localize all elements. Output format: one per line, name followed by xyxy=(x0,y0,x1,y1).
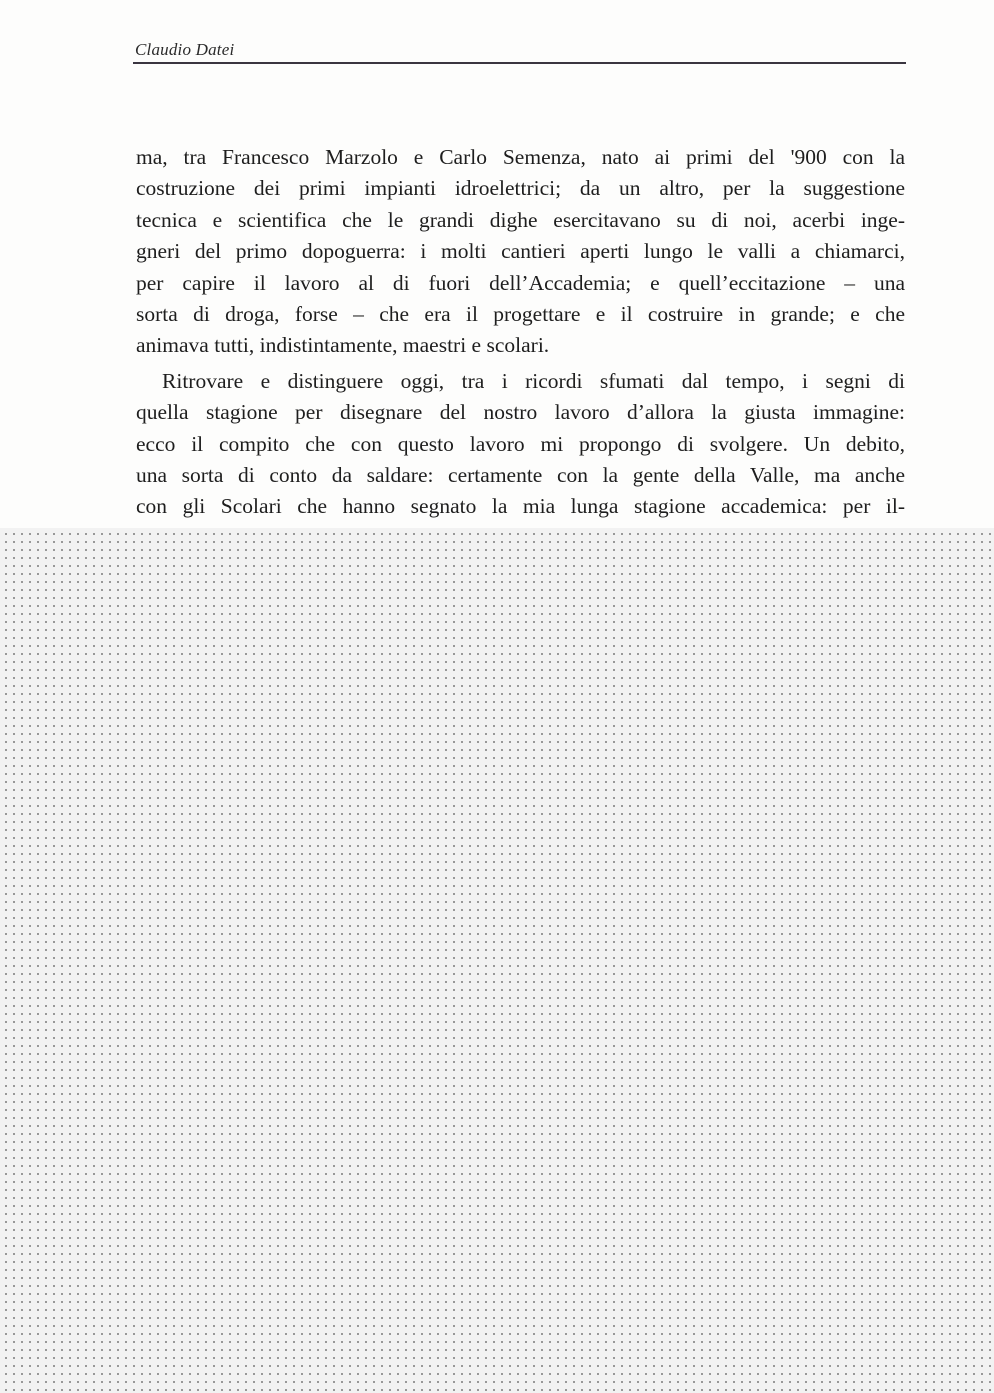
text-line: ma, tra Francesco Marzolo e Carlo Semenza, nato ai primi del '900 con la xyxy=(136,145,905,169)
header-rule xyxy=(133,62,906,64)
paragraph-2 xyxy=(136,366,905,554)
text-line: tecnica e scientifica che le grandi dighe esercitavano su di noi, acerbi inge- xyxy=(136,207,905,232)
text-line: animava tutti, indistintamente, maestri e scolari. xyxy=(136,333,550,358)
text-line: ecco il compito che con questo lavoro mi propongo di svolgere. Un debito, xyxy=(136,431,905,456)
text-line: con gli Scolari che hanno segnato la mia lunga stagione accademica: per il- xyxy=(136,494,905,519)
text-line: per capire il lavoro al di fuori dell’Accademia; e quell’eccitazione – una xyxy=(136,270,905,295)
text-line: quella stagione per disegnare del nostro lavoro d’allora la giusta immagine: xyxy=(136,400,905,425)
body-text xyxy=(136,142,905,554)
paragraph-1 xyxy=(136,142,905,362)
text-line: Ritrovare e distinguere oggi, tra i ricordi sfumati dal tempo, i segni di xyxy=(162,368,905,393)
running-head-author: Claudio Datei xyxy=(135,40,235,59)
text-line: sorta di droga, forse – che era il progettare e il costruire in grande; e che xyxy=(136,301,905,326)
text-line: gneri del primo dopoguerra: i molti cantieri aperti lungo le valli a chiamarci, xyxy=(136,239,905,264)
dotted-overlay xyxy=(0,528,994,1393)
text-line: costruzione dei primi impianti idroelettrici; da un altro, per la suggestione xyxy=(136,176,905,201)
text-line: una sorta di conto da saldare: certamente con la gente della Valle, ma anche xyxy=(136,462,905,487)
